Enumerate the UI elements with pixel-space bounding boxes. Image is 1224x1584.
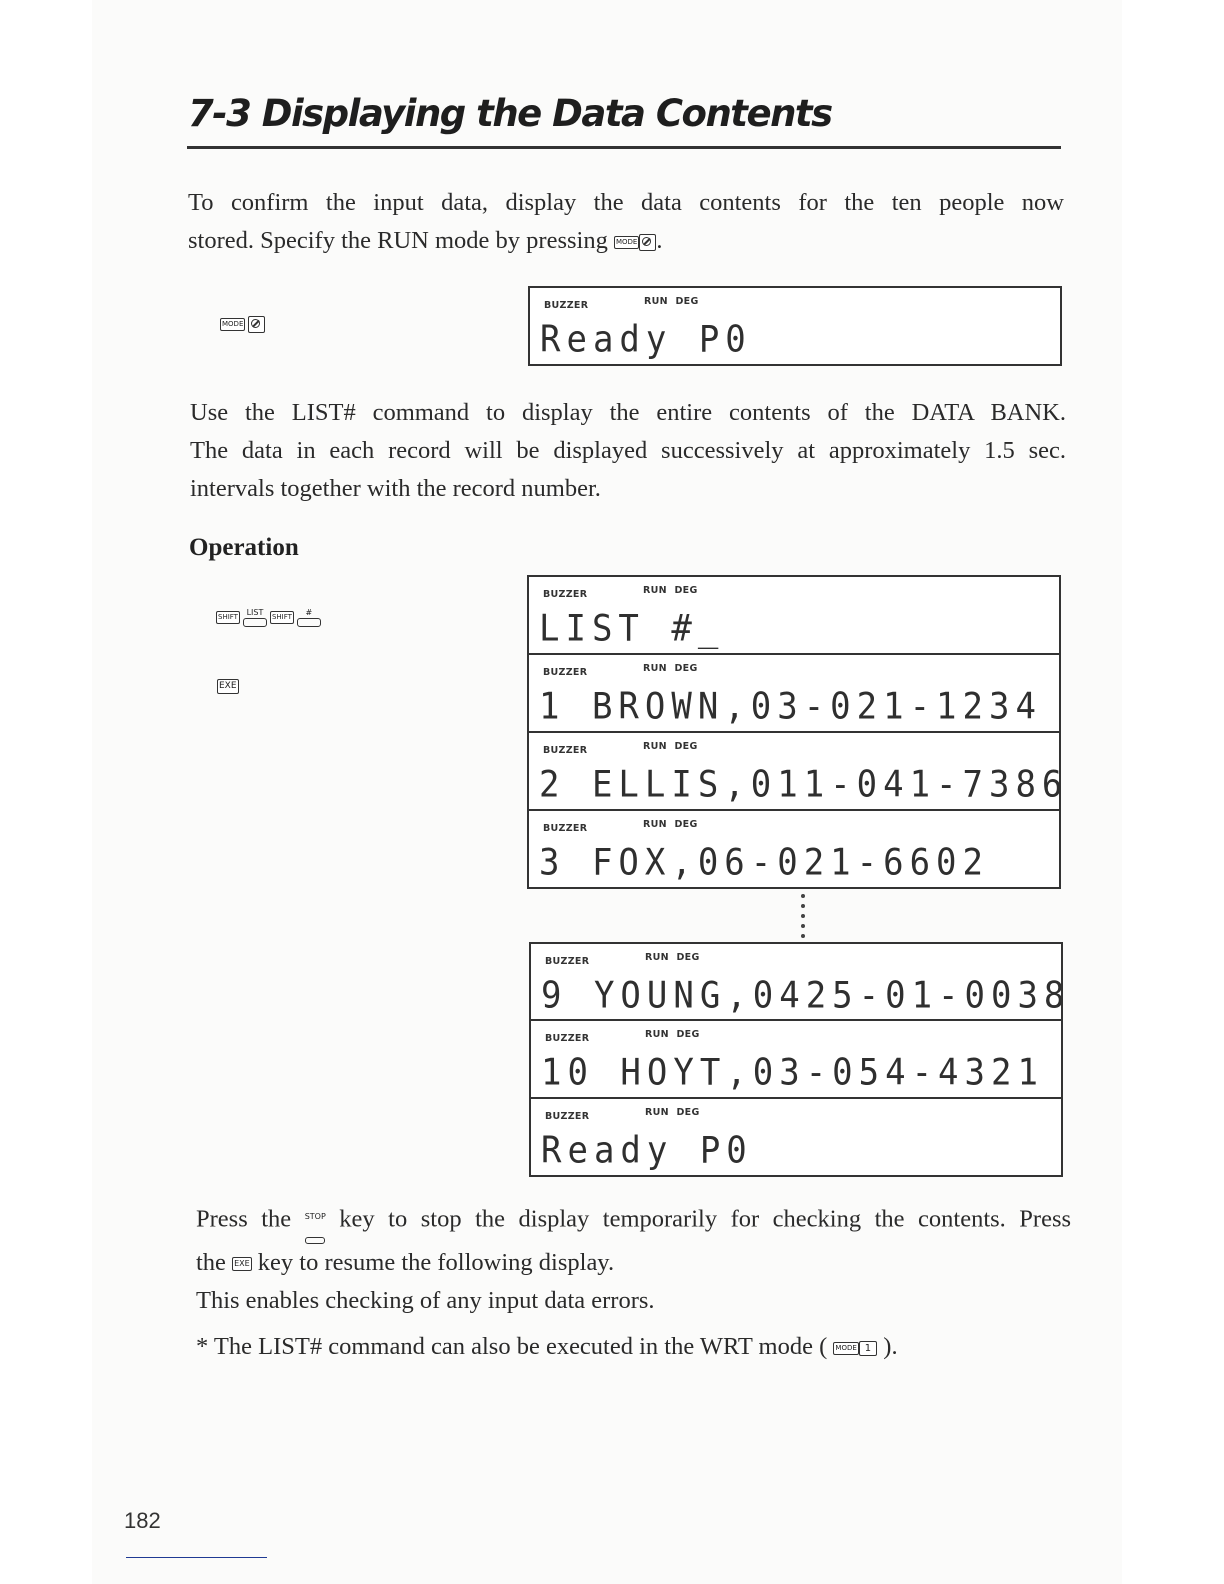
exe-key-icon: EXE (232, 1257, 252, 1271)
lcd-run-deg-label: RUN DEG (645, 952, 700, 963)
lcd-display-record-9 (529, 942, 1071, 1022)
list-key-icon: LIST (243, 608, 267, 627)
explain-paragraph (190, 394, 1066, 508)
stop-key-icon: STOP (305, 1198, 326, 1244)
mode-zero-key-sequence (220, 316, 265, 333)
ellipsis-dot (801, 894, 805, 898)
lcd-display-record-10 (529, 1019, 1063, 1099)
lcd-display-record-3 (527, 809, 1061, 889)
mode-key-icon: MODE (614, 236, 639, 249)
lcd-display-list-command (527, 575, 1061, 655)
title-underline (187, 146, 1061, 149)
lcd-run-deg-label: RUN DEG (643, 663, 698, 674)
one-key-icon: 1 (859, 1341, 877, 1356)
intro-line-1: To confirm the input data, display the data contents for the ten people now (188, 189, 1064, 216)
lcd-text: 3 FOX,06-021-6602 (539, 841, 989, 885)
lcd-run-deg-label: RUN DEG (644, 296, 699, 307)
explain-line-3: intervals together with the record number. (190, 475, 601, 502)
shift-key-icon: SHIFT (216, 611, 240, 624)
section-title: 7-3 Displaying the Data Contents (188, 92, 832, 135)
lcd-run-deg-label: RUN DEG (643, 819, 698, 830)
after-line-1: Press the STOP key to stop the display temporarily for checking the contents. Press (196, 1198, 1071, 1244)
ellipsis-dot (801, 904, 805, 908)
footnote: * The LIST# command can also be executed in the WRT mode ( MODE 1 ). (196, 1333, 898, 1360)
after-line-2: the EXE key to resume the following display. (196, 1249, 615, 1276)
ellipsis-dot (801, 914, 805, 918)
lcd-text: Ready P0 (541, 1129, 753, 1173)
mode-key-icon: MODE (220, 318, 245, 331)
lcd-text: 9 YOUNG,0425-01-0038 (541, 974, 1071, 1018)
lcd-run-deg-label: RUN DEG (643, 741, 698, 752)
lcd-buzzer-label: BUZZER (543, 745, 588, 756)
lcd-text: LIST #_ (539, 607, 725, 651)
shift-list-shift-hash-key-sequence (216, 608, 321, 627)
exe-key-icon: EXE (217, 679, 239, 694)
lcd-buzzer-label: BUZZER (543, 667, 588, 678)
lcd-text: Ready P0 (540, 318, 752, 362)
lcd-buzzer-label: BUZZER (545, 1033, 590, 1044)
lcd-run-deg-label: RUN DEG (643, 585, 698, 596)
ellipsis-dot (801, 934, 805, 938)
after-paragraph (196, 1198, 1071, 1320)
page-number: 182 (124, 1508, 161, 1533)
slashed-zero-key-icon (639, 234, 656, 251)
exe-key-sequence (217, 679, 239, 694)
lcd-buzzer-label: BUZZER (545, 956, 590, 967)
lcd-text: 2 ELLIS,011-041-7386 (539, 763, 1069, 807)
hash-key-icon: # (297, 608, 321, 627)
explain-line-2: The data in each record will be displayed successively at approximately 1.5 sec. (190, 437, 1066, 464)
lcd-display-ready-final (529, 1097, 1063, 1177)
shift-key-icon: SHIFT (270, 611, 294, 624)
lcd-buzzer-label: BUZZER (545, 1111, 590, 1122)
intro-paragraph (188, 184, 1064, 260)
lcd-display-record-1 (527, 653, 1061, 733)
ellipsis-dot (801, 924, 805, 928)
lcd-display-ready (528, 286, 1062, 366)
slashed-zero-key-icon (248, 316, 265, 333)
after-line-3: This enables checking of any input data errors. (196, 1287, 655, 1314)
lcd-text: 1 BROWN,03-021-1234 (539, 685, 1042, 729)
lcd-text: 10 HOYT,03-054-4321 (541, 1051, 1044, 1095)
lcd-buzzer-label: BUZZER (543, 823, 588, 834)
lcd-buzzer-label: BUZZER (544, 300, 589, 311)
mode-key-icon: MODE (833, 1342, 858, 1355)
lcd-run-deg-label: RUN DEG (645, 1029, 700, 1040)
intro-line-2: stored. Specify the RUN mode by pressing MODE . (188, 227, 663, 254)
operation-heading: Operation (189, 534, 299, 561)
lcd-display-record-2 (527, 731, 1069, 811)
footer-rule (126, 1557, 267, 1558)
lcd-run-deg-label: RUN DEG (645, 1107, 700, 1118)
lcd-buzzer-label: BUZZER (543, 589, 588, 600)
explain-line-1: Use the LIST# command to display the entire contents of the DATA BANK. (190, 399, 1066, 426)
